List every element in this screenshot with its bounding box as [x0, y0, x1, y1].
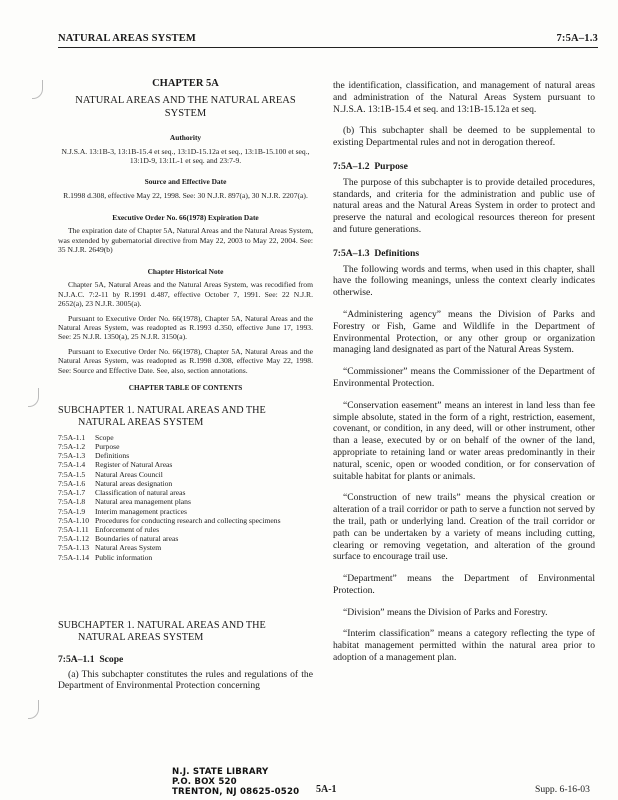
toc-section-number: 7:5A-1.2: [58, 442, 86, 452]
scope-continuation: the identification, classification, and management of natural areas and administration of the Natural Areas System pursuant to N.J.S.A. 13:1B-15.4 et seq. and 13:1B-15.12a et seq.: [333, 80, 595, 115]
toc-row: [58, 507, 281, 516]
definition-commissioner: “Commissioner” means the Commissioner of the Department of Environmental Protection.: [333, 366, 595, 389]
toc-section-number: 7:5A-1.6: [58, 478, 86, 488]
definition-construction-of-new-trails: “Construction of new trails” means the physical creation or alteration of a trail corridor or path to serve a function not served by the trail, path or underlying land. Creation of the trail corridor or path can be undertaken by a variety of means including cutting, clearing or removing vegetation, and alteration of the ground surface to encourage trail use.: [333, 492, 595, 563]
historical-note-p1: Chapter 5A, Natural Areas and the Natural Areas System, was recodified from N.J.A.C. 7:2-11 by R.1991 d.487, effective October 7, 1991. See: 22 N.J.R. 2652(a), 23 N.J.R. 3005(a).: [58, 280, 313, 309]
toc-section-title: Interim management practices: [95, 506, 187, 516]
purpose-paragraph: The purpose of this subchapter is to provide detailed procedures, standards, and criteria for the administration and public use of natural areas and the Natural Areas System in order to protect and preserve the natural and ecological resources thereon for present and future generations.: [333, 176, 595, 235]
chapter-number: CHAPTER 5A: [152, 78, 219, 89]
toc-section-number: 7:5A-1.1: [58, 432, 86, 442]
toc-subchapter-heading: [58, 405, 313, 429]
stamp-line1: N.J. STATE LIBRARY: [172, 767, 269, 777]
toc-row: [58, 553, 281, 562]
toc-section-title: Purpose: [95, 442, 120, 452]
toc-section-title: Procedures for conducting research and collecting specimens: [95, 515, 281, 525]
header-title: NATURAL AREAS SYSTEM: [58, 33, 197, 44]
toc-section-title: Public information: [95, 552, 153, 562]
toc-row: [58, 534, 281, 543]
toc-row: [58, 488, 281, 497]
historical-note-heading: Chapter Historical Note: [147, 266, 224, 276]
toc-section-number: 7:5A-1.3: [58, 451, 86, 461]
subchapter-heading: [58, 620, 313, 644]
toc-section-number: 7:5A-1.9: [58, 506, 86, 516]
toc-subchapter-line2: NATURAL AREAS SYSTEM: [78, 416, 204, 428]
left-column: [58, 78, 313, 702]
section-scope-heading: [58, 654, 313, 666]
definition-interim-classification: “Interim classification” means a category reflecting the type of habitat management permitted within the natural area prior to adoption of a management plan.: [333, 628, 595, 664]
scope-paragraph-b: (b) This subchapter shall be deemed to be supplemental to existing Departmental rules and not in derogation thereof.: [333, 125, 595, 149]
toc-section-title: Register of Natural Areas: [95, 460, 173, 470]
toc-section-number: 7:5A-1.5: [58, 469, 86, 479]
toc-section-number: 7:5A-1.11: [58, 524, 89, 534]
executive-order-heading: Executive Order No. 66(1978) Expiration Date: [112, 212, 259, 222]
historical-note-p3: Pursuant to Executive Order No. 66(1978), Chapter 5A, Natural Areas and the Natural Areas System, was readopted as R.1998 d.308, effective May 22, 1998. See: Source and Effective Date. See, also, section annotations.: [58, 346, 313, 375]
historical-note-p2: Pursuant to Executive Order No. 66(1978), Chapter 5A, Natural Areas and the Natural Areas System, was readopted as R.1993 d.350, effective June 17, 1993. See: 25 N.J.R. 1350(a), 25 N.J.R. 3150(a).: [58, 313, 313, 342]
toc-section-number: 7:5A-1.7: [58, 488, 86, 498]
toc-section-title: Scope: [95, 432, 114, 442]
table-of-contents: [58, 433, 281, 562]
definition-division: “Division” means the Division of Parks and Forestry.: [343, 606, 548, 618]
toc-section-title: Natural areas designation: [95, 478, 173, 488]
toc-section-title: Enforcement of rules: [95, 524, 160, 534]
supplement-date: Supp. 6-16-03: [535, 784, 590, 795]
authority-text: N.J.S.A. 13:1B-3, 13:1B-15.4 et seq., 13:1D-15.12a et seq., 13:1B-15.100 et seq., 13:1D-9, 13:1L-1 et seq. and 23:7-9.: [61, 146, 310, 165]
subchapter-line1: SUBCHAPTER 1. NATURAL AREAS AND THE: [58, 619, 266, 631]
definition-administering-agency: “Administering agency” means the Division of Parks and Forestry or Fish, Game and Wildlife in the Department of Environmental Protection, or any other group or organization managing land designated as part of the Natural Areas System.: [333, 308, 595, 356]
toc-row: [58, 543, 281, 552]
executive-order-text: The expiration date of Chapter 5A, Natural Areas and the Natural Areas System, was extended by gubernatorial directive from May 22, 2003 to May 22, 2004. See: 35 N.J.R. 2649(b): [58, 226, 313, 255]
stamp-line2: P.O. BOX 520: [172, 777, 237, 787]
section-purpose-name: Purpose: [374, 160, 408, 172]
toc-section-number: 7:5A-1.8: [58, 497, 86, 507]
binder-hole-mark: [28, 700, 39, 719]
section-purpose-heading: [333, 161, 595, 173]
definition-department: “Department” means the Department of Environmental Protection.: [333, 573, 595, 596]
toc-row: [58, 451, 281, 460]
toc-subchapter-line1: SUBCHAPTER 1. NATURAL AREAS AND THE: [58, 404, 266, 416]
toc-section-number: 7:5A-1.13: [58, 543, 90, 553]
header-section: 7:5A–1.3: [556, 33, 598, 44]
source-heading: Source and Effective Date: [144, 177, 227, 187]
toc-section-title: Definitions: [95, 451, 130, 461]
binder-hole-mark: [32, 80, 43, 99]
authority-heading: Authority: [169, 132, 202, 142]
binder-hole-mark: [28, 388, 39, 407]
right-column: [333, 80, 595, 674]
section-purpose-number: 7:5A–1.2: [333, 160, 370, 172]
toc-row: [58, 497, 281, 506]
toc-heading: CHAPTER TABLE OF CONTENTS: [128, 384, 243, 393]
toc-row: [58, 525, 281, 534]
definition-conservation-easement: “Conservation easement” means an interest in land less than fee simple absolute, stated in the form of a right, restriction, easement, covenant, or condition, in any deed, will or other instrument, other than a lease, executed by or on behalf of the owner of the land, appropriate to retaining land or water areas predominantly in their natural, scenic, open or wooded condition, or for conservation of suitable habitat for plants or animals.: [333, 399, 595, 482]
section-definitions-name: Definitions: [374, 247, 420, 259]
section-definitions-number: 7:5A–1.3: [333, 247, 370, 259]
section-scope-name: Scope: [99, 653, 124, 665]
running-header: [58, 33, 598, 48]
scope-paragraph-a: (a) This subchapter constitutes the rules and regulations of the Department of Environmental Protection concerning: [58, 668, 313, 692]
definitions-intro: The following words and terms, when used in this chapter, shall have the following meanings, unless the context clearly indicates otherwise.: [333, 263, 595, 299]
section-definitions-heading: [333, 248, 595, 260]
toc-row: [58, 433, 281, 442]
subchapter-line2: NATURAL AREAS SYSTEM: [78, 631, 204, 643]
toc-row: [58, 460, 281, 469]
library-stamp: [172, 767, 299, 797]
toc-section-title: Natural Areas System: [95, 543, 162, 553]
toc-row: [58, 479, 281, 488]
toc-section-number: 7:5A-1.14: [58, 552, 90, 562]
toc-section-title: Natural area management plans: [95, 497, 191, 507]
toc-section-title: Classification of natural areas: [95, 488, 186, 498]
toc-section-number: 7:5A-1.12: [58, 534, 90, 544]
toc-section-number: 7:5A-1.10: [58, 515, 90, 525]
source-text: R.1998 d.308, effective May 22, 1998. See: 30 N.J.R. 897(a), 30 N.J.R. 2207(a).: [63, 191, 308, 201]
section-scope-number: 7:5A–1.1: [58, 653, 95, 665]
toc-section-title: Boundaries of natural areas: [95, 534, 179, 544]
toc-row: [58, 516, 281, 525]
toc-section-title: Natural Areas Council: [95, 469, 163, 479]
chapter-title: NATURAL AREAS AND THE NATURAL AREAS SYSTEM: [75, 94, 296, 119]
toc-row: [58, 442, 281, 451]
toc-section-number: 7:5A-1.4: [58, 460, 86, 470]
page-number: 5A-1: [316, 784, 337, 795]
toc-row: [58, 470, 281, 479]
stamp-line3: TRENTON, NJ 08625-0520: [172, 787, 300, 797]
